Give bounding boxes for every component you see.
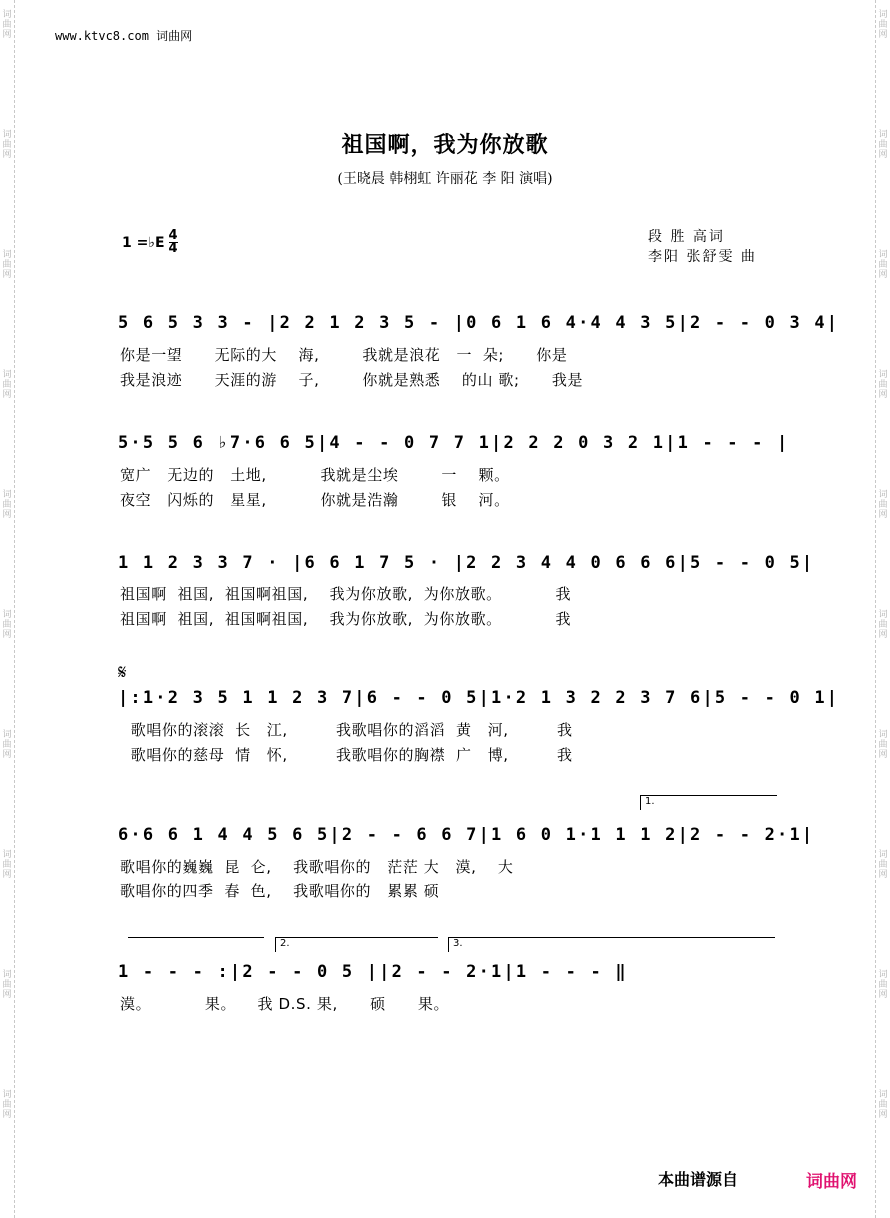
volta-second: 2. — [275, 937, 438, 952]
watermark-text: 词曲网 — [878, 10, 888, 40]
lyric-line: 祖国啊 祖国, 祖国啊祖国, 我为你放歌, 为你放歌。 我 — [120, 585, 572, 603]
lyric-line: 你是一望 无际的大 海, 我就是浪花 一 朵; 你是 — [120, 346, 568, 364]
watermark-text: 词曲网 — [2, 130, 12, 160]
time-top: 4 — [168, 228, 178, 243]
watermark-text: 词曲网 — [878, 130, 888, 160]
site-logo[interactable]: 词曲网 — [806, 1172, 857, 1192]
watermark-text: 词曲网 — [2, 490, 12, 520]
watermark-text: 词曲网 — [2, 970, 12, 1000]
notation-line: 1 - - - :|2 - - 0 5 ||2 - - 2·1|1 - - - ‖ — [118, 962, 628, 982]
watermark-text: 词曲网 — [878, 490, 888, 520]
watermark-text: 词曲网 — [2, 10, 12, 40]
time-signature — [169, 230, 178, 255]
notation-line: 5·5 5 6 ♭7·6 6 5|4 - - 0 7 7 1|2 2 2 0 3 2 1|1 - - - | — [118, 433, 790, 453]
lyric-line: 歌唱你的慈母 情 怀, 我歌唱你的胸襟 广 博, 我 — [120, 746, 573, 764]
time-bottom: 4 — [168, 241, 178, 256]
lyric-line: 歌唱你的巍巍 昆 仑, 我歌唱你的 茫茫 大 漠, 大 — [120, 858, 514, 876]
watermark-text: 词曲网 — [878, 370, 888, 400]
lyric-line: 我是浪迹 天涯的游 子, 你就是熟悉 的山 歌; 我是 — [120, 371, 584, 389]
performers: (王晓晨 韩栩虹 许丽花 李 阳 演唱) — [337, 171, 553, 187]
watermark-text: 词曲网 — [878, 1090, 888, 1120]
lyric-line: 歌唱你的四季 春 色, 我歌唱你的 累累 硕 — [120, 882, 440, 900]
site-url: www.ktvc8.com 词曲网 — [55, 29, 193, 43]
footer-source: 本曲谱源自 — [658, 1170, 739, 1189]
watermark-text: 词曲网 — [878, 250, 888, 280]
lyric-line: 祖国啊 祖国, 祖国啊祖国, 我为你放歌, 为你放歌。 我 — [120, 610, 572, 628]
watermark-text: 词曲网 — [2, 250, 12, 280]
watermark-text: 词曲网 — [878, 730, 888, 760]
watermark-text: 词曲网 — [2, 610, 12, 640]
lyricist-credit: 段 胜 高词 — [648, 229, 725, 245]
volta-first-continued — [128, 937, 264, 952]
watermark-text: 词曲网 — [878, 850, 888, 880]
lyric-line: 宽广 无边的 土地, 我就是尘埃 一 颗。 — [120, 466, 510, 484]
watermark-text: 词曲网 — [2, 370, 12, 400]
notation-line: |:1·2 3 5 1 1 2 3 7|6 - - 0 5|1·2 1 3 2 2 3 7 6|5 - - 0 1| — [118, 688, 840, 708]
song-title: 祖国啊，我为你放歌 — [341, 132, 549, 158]
notation-line: 5 6 5 3 3 - |2 2 1 2 3 5 - |0 6 1 6 4·4 4 3 5|2 - - 0 3 4| — [118, 313, 840, 333]
watermark-text: 词曲网 — [2, 730, 12, 760]
volta-first: 1. — [640, 795, 777, 810]
key-signature — [122, 230, 178, 255]
volta-third: 3. — [448, 937, 775, 952]
key-label: 1 =♭E — [122, 234, 165, 251]
notation-line: 6·6 6 1 4 4 5 6 5|2 - - 6 6 7|1 6 0 1·1 1 1 2|2 - - 2·1| — [118, 825, 815, 845]
composer-credit: 李阳 张舒雯 曲 — [648, 249, 757, 265]
watermark-text: 词曲网 — [878, 970, 888, 1000]
watermark-text: 词曲网 — [878, 610, 888, 640]
notation-line: 1 1 2 3 3 7 · |6 6 1 7 5 · |2 2 3 4 4 0 6 6 6|5 - - 0 5| — [118, 553, 815, 573]
lyric-line: 漠。 果。 我 D.S. 果, 硕 果。 — [120, 995, 450, 1013]
segno-sign: 𝄋 — [118, 660, 127, 684]
watermark-text: 词曲网 — [2, 850, 12, 880]
watermark-text: 词曲网 — [2, 1090, 12, 1120]
lyric-line: 歌唱你的滚滚 长 江, 我歌唱你的滔滔 黄 河, 我 — [120, 721, 573, 739]
lyric-line: 夜空 闪烁的 星星, 你就是浩瀚 银 河。 — [120, 491, 510, 509]
